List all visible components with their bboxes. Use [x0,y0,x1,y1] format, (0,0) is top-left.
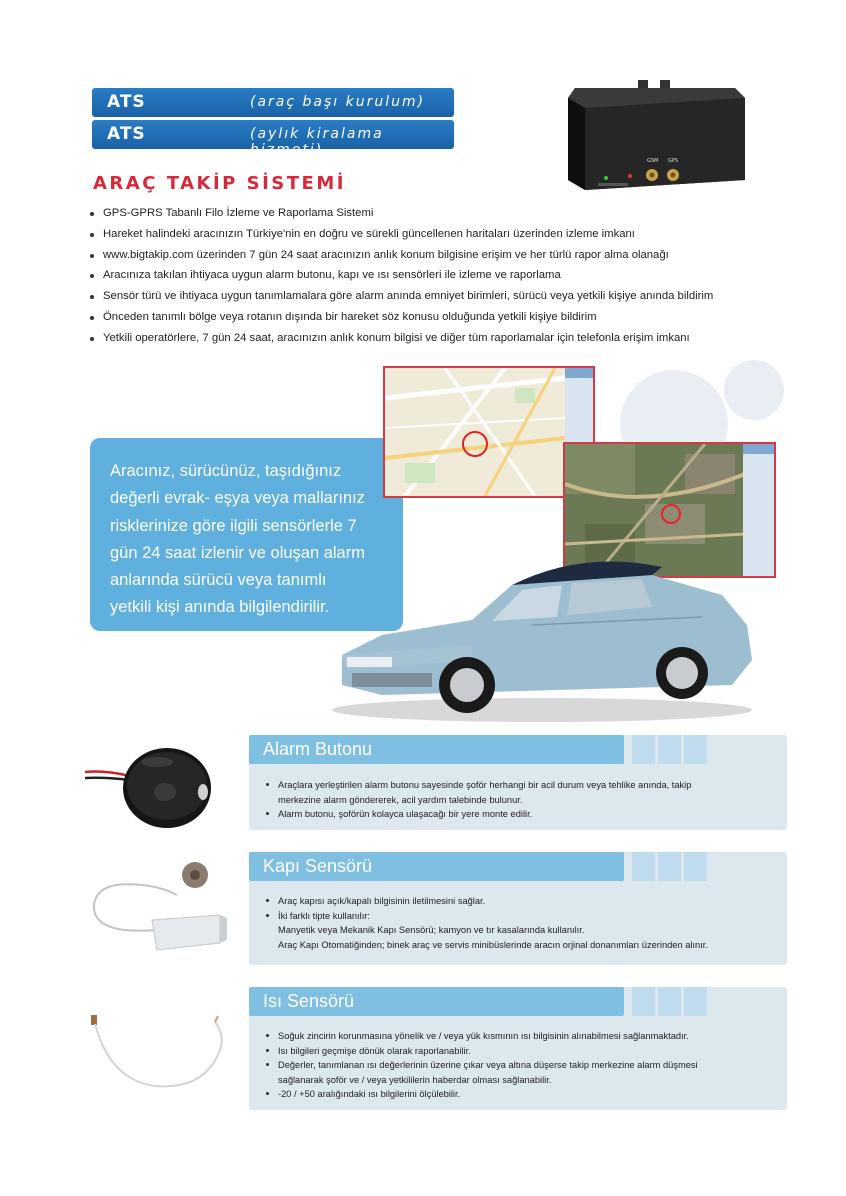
decorative-square [632,852,655,881]
door-sensor-image [82,855,232,965]
ats-desc: (araç başı kurulum) [250,94,426,110]
decorative-square [658,735,681,764]
info-line: anlarında sürücü veya tanımlı [110,571,327,590]
section-list [263,778,691,822]
list-item: Önceden tanımlı bölge veya rotanın dışında bir hareket söz konusu olduğunda yetkili kişiye bildirim [88,307,808,328]
ats-code: ATS [107,92,146,112]
ats-desc: (aylık kiralama hizmeti) [250,126,384,158]
page-title: ARAÇ TAKİP SİSTEMİ [93,173,346,194]
decorative-square [684,987,707,1016]
info-line: yetkili kişi anında bilgilendirilir. [110,598,330,617]
section-title: Isı Sensörü [263,991,355,1011]
list-item: Araç Kapı Otomatiğinden; binek araç ve servis minibüslerinde aracın orjinal donanımları üzerinden alınır. [278,939,708,950]
list-item: Alarm butonu, şoförün kolayca ulaşacağı bir yere monte edilir. [263,807,691,822]
info-line: Aracınız, sürücünüz, taşıdığınız [110,462,342,480]
ats-code: ATS [107,124,146,144]
decorative-square [684,852,707,881]
section-header [249,735,624,764]
list-item: sağlanarak şoför ve / veya yetkililerin haberdar olması sağlanabilir. [278,1074,552,1085]
list-item: İki farklı tipte kullanılır: [263,909,708,924]
heat-sensor-image [85,1010,235,1095]
decorative-circle [724,360,784,420]
info-line: gün 24 saat izlenir ve oluşan alarm [110,543,365,562]
ats-bar-rental [92,120,454,158]
section-title: Alarm Butonu [263,739,373,759]
decorative-square [632,987,655,1016]
section-alarm-button [249,735,787,830]
decorative-square [658,987,681,1016]
section-heat-sensor [249,987,787,1110]
list-item: merkezine alarm göndererek, acil yardım talebinde bulunur. [278,794,523,805]
alarm-button-image [85,740,225,835]
tracker-device-image [560,80,745,200]
list-item: Soğuk zincirin korunmasına yönelik ve / veya yük kısmının ısı bilgisinin alınabilmesi sağlanmaktadır. [263,1029,698,1044]
list-item: Aracınıza takılan ihtiyaca uygun alarm butonu, kapı ve ısı sensörleri ile izleme ve raporlama [88,265,808,286]
list-item: GPS-GPRS Tabanlı Filo İzleme ve Raporlama Sistemi [88,203,808,224]
list-item: Isı bilgileri geçmişe dönük olarak raporlanabilir. [263,1044,698,1059]
info-line: değerli evrak- eşya veya mallarınız [110,489,365,508]
list-item: -20 / +50 aralığındaki ısı bilgilerini ölçülebilir. [263,1087,698,1102]
list-item: Araç kapısı açık/kapalı bilgisinin iletilmesini sağlar. [263,894,708,909]
decorative-square [658,852,681,881]
list-item: Hareket halindeki aracınızın Türkiye'nin en doğru ve sürekli güncellenen haritaları üzerinden izleme imkanı [88,224,808,245]
ats-bar-install [92,88,454,117]
list-item: Manyetik veya Mekanik Kapı Sensörü; kamyon ve tır kasalarında kullanılır. [278,925,585,936]
gsm-label: GSM [647,158,659,164]
list-item: Yetkili operatörlere, 7 gün 24 saat, aracınızın anlık konum bilgisi ve diğer tüm raporlamalar için telefonla erişim imkanı [88,328,808,349]
list-item: Değerler, tanımlanan ısı değerlerinin üzerine çıkar veya altına düşerse takip merkezine alarm düşmesi [263,1058,698,1073]
section-header [249,852,624,881]
gps-label: GPS [668,158,679,164]
info-line: risklerinize göre ilgili sensörlerle 7 [110,516,357,535]
section-header [249,987,624,1016]
section-door-sensor [249,852,787,965]
section-list [263,1029,698,1102]
list-item: Sensör türü ve ihtiyaca uygun tanımlamalara göre alarm anında emniyet birimleri, sürücü veya yetkili kişiye anında bildirim [88,286,808,307]
section-list [263,894,708,952]
section-title: Kapı Sensörü [263,856,373,876]
car-image [322,545,762,725]
decorative-square [632,735,655,764]
feature-list [88,203,808,349]
list-item: www.bigtakip.com üzerinden 7 gün 24 saat aracınızın anlık konum bilgisine erişim ve her türlü rapor alma olanağı [88,245,808,266]
list-item: Araçlara yerleştirilen alarm butonu sayesinde şoför herhangi bir acil durum veya tehlike anında, takip [263,778,691,793]
decorative-square [684,735,707,764]
